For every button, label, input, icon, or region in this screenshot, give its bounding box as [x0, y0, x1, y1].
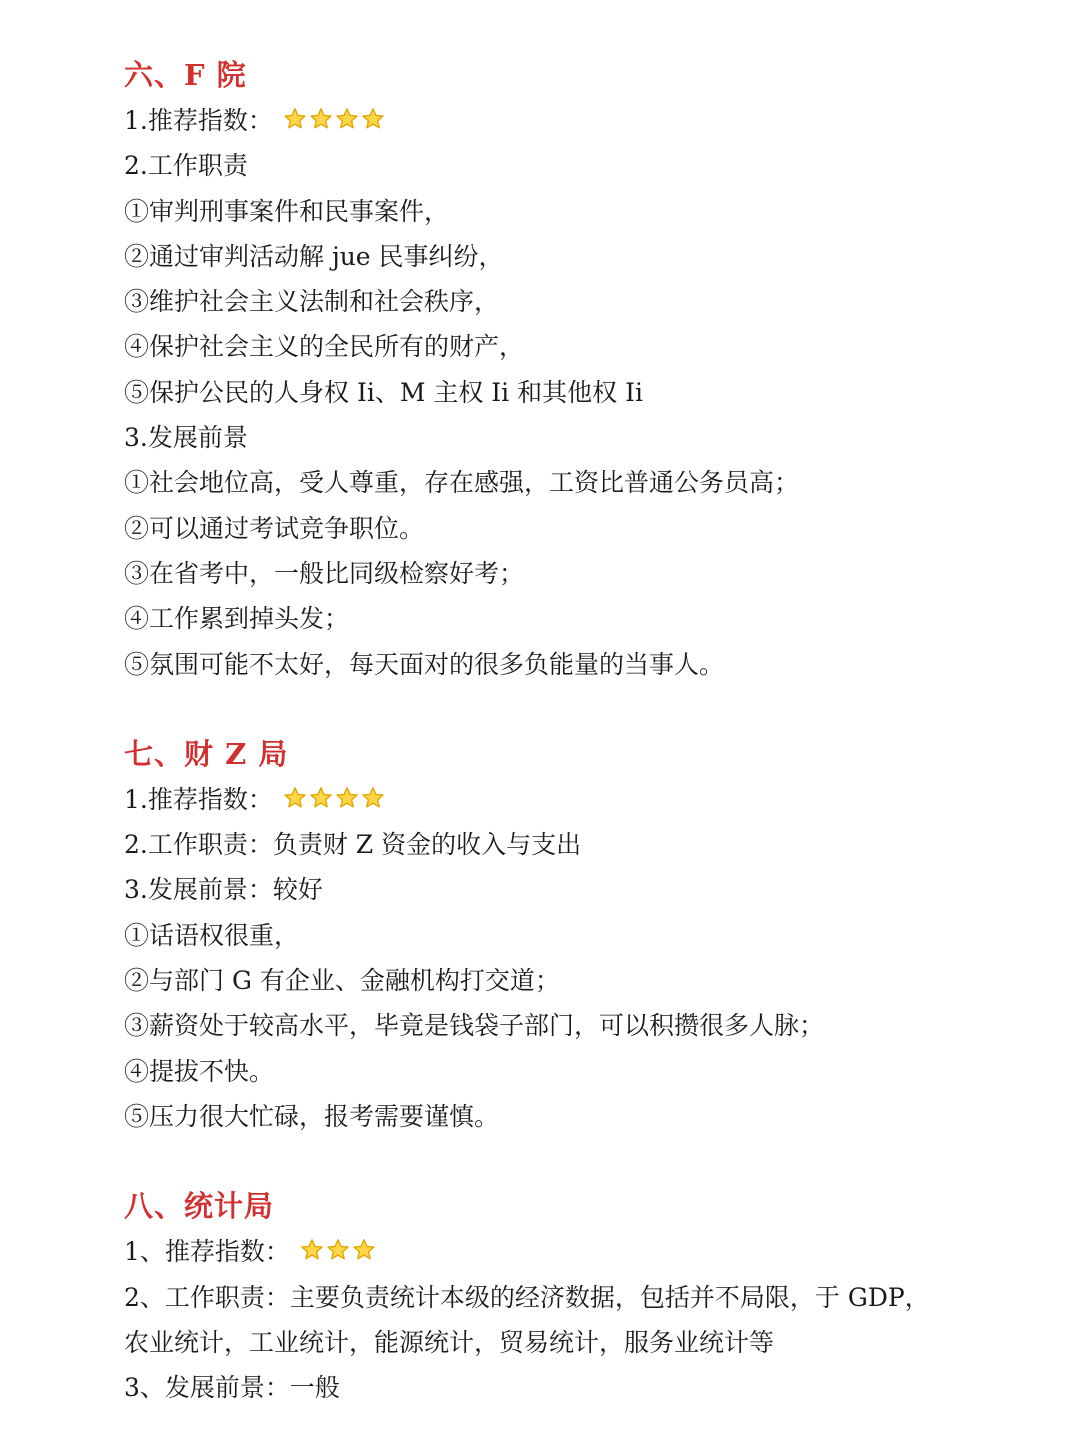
star-icon	[361, 786, 385, 810]
text-line: 2、工作职责：主要负责统计本级的经济数据，包括并不局限，于 GDP，	[124, 1282, 930, 1312]
section-title: 八、统计局	[124, 1189, 275, 1224]
rating-line	[124, 777, 1024, 822]
text-line: ②可以通过考试竞争职位。	[124, 513, 425, 543]
section-court	[124, 52, 1024, 687]
text-line: 2.工作职责	[124, 151, 248, 181]
text-line: ②通过审判活动解 jue 民事纠纷，	[124, 241, 504, 271]
text-line: 2.工作职责：负责财 Z 资金的收入与支出	[124, 830, 582, 860]
section-title: 七、财 Z 局	[124, 736, 289, 771]
star-icon	[309, 107, 333, 131]
text-line: ③维护社会主义法制和社会秩序，	[124, 287, 500, 317]
text-line: ③薪资处于较高水平，毕竟是钱袋子部门，可以积攒很多人脉；	[124, 1011, 825, 1041]
text-line: 3.发展前景：较好	[124, 875, 323, 905]
document-page	[124, 52, 1024, 1410]
rating-line	[124, 1229, 1024, 1274]
text-line: ⑤保护公民的人身权 Ii、M 主权 Ii 和其他权 Ii	[124, 377, 643, 407]
star-icon	[361, 107, 385, 131]
star-icon	[283, 786, 307, 810]
section-gap	[124, 687, 1024, 731]
section-statistics-bureau	[124, 1183, 1024, 1410]
text-line: ④保护社会主义的全民所有的财产，	[124, 332, 525, 362]
text-line: ①社会地位高，受人尊重，存在感强，工资比普通公务员高；	[124, 468, 800, 498]
star-icon	[283, 107, 307, 131]
rating-label: 1.推荐指数：	[124, 784, 273, 814]
rating-stars	[283, 779, 387, 803]
star-icon	[352, 1238, 376, 1262]
text-line: ④提拔不快。	[124, 1056, 275, 1086]
text-line: ⑤氛围可能不太好，每天面对的很多负能量的当事人。	[124, 649, 725, 679]
rating-line	[124, 98, 1024, 143]
rating-label: 1、推荐指数：	[124, 1237, 290, 1267]
star-icon	[335, 786, 359, 810]
text-line: ②与部门 G 有企业、金融机构打交道；	[124, 966, 560, 996]
rating-stars	[283, 100, 387, 124]
text-line: ③在省考中，一般比同级检察好考；	[124, 558, 525, 588]
text-line: ⑤压力很大忙碌，报考需要谨慎。	[124, 1101, 500, 1131]
text-line: 农业统计，工业统计，能源统计，贸易统计，服务业统计等	[124, 1327, 775, 1357]
section-finance-bureau	[124, 731, 1024, 1139]
section-gap	[124, 1139, 1024, 1183]
rating-label: 1.推荐指数：	[124, 106, 273, 135]
text-line: ①审判刑事案件和民事案件，	[124, 196, 450, 226]
text-line: 3.发展前景	[124, 423, 248, 453]
text-line: 3、发展前景：一般	[124, 1373, 340, 1403]
text-line: ④工作累到掉头发；	[124, 604, 350, 634]
star-icon	[309, 786, 333, 810]
star-icon	[300, 1238, 324, 1262]
rating-stars	[300, 1231, 378, 1255]
section-title: 六、F 院	[124, 58, 247, 92]
star-icon	[335, 107, 359, 131]
star-icon	[326, 1238, 350, 1262]
text-line: ①话语权很重，	[124, 920, 300, 950]
